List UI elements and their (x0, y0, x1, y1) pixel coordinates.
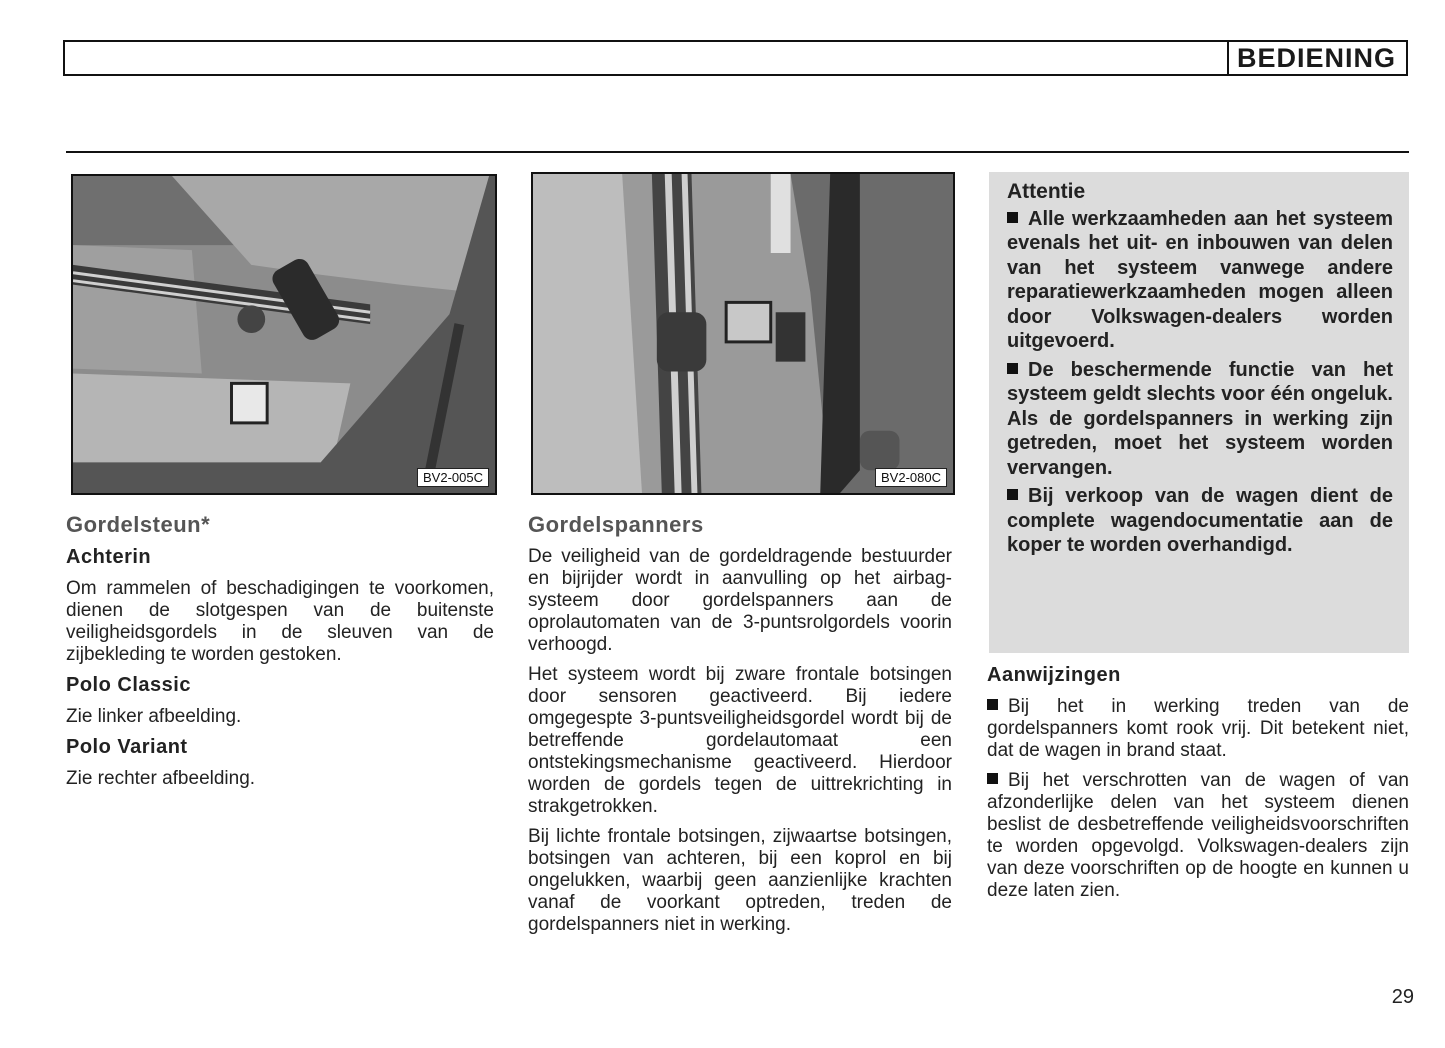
header-bar (63, 40, 1408, 76)
paragraph-text: bestuurder en bijrijder wordt in aanvulling op het airbag-systeem door gordelspanners aan de oprolautomaten van de 3-puntsrolgordels voorin verhoogd. (528, 546, 952, 655)
bold-term: gordeldragende (719, 546, 853, 567)
seatbelt-holder-photo-icon (73, 176, 495, 493)
column-gordelspanners (528, 514, 952, 944)
bullet-icon (987, 699, 998, 710)
note-item: Bij het verschrotten van de wagen of van afzonderlijke delen van het systeem dienen beslist de desbetreffende veiligheidsvoorschriften te worden opgevolgd. Volkswagen-dealers zijn van deze voorschriften op de hoogte en kunnen u deze laten zien. (987, 770, 1409, 901)
bullet-icon (1007, 212, 1018, 223)
horizontal-rule (66, 151, 1409, 153)
column-aanwijzingen (987, 664, 1409, 910)
subheading-polo-variant: Polo Variant (66, 736, 188, 758)
column-gordelsteun (66, 514, 494, 798)
figure-seatbelt-tensioner (531, 172, 955, 495)
figure-seatbelt-holder (71, 174, 497, 495)
attention-item: De beschermende functie van het systeem geldt slechts voor één ongeluk. Als de gordelspanners in werking zijn getreden, moet het systeem worden vervangen. (1007, 358, 1393, 479)
bullet-icon (987, 773, 998, 784)
bullet-icon (1007, 363, 1018, 374)
figure-code-label: BV2-080C (875, 468, 947, 487)
page-number: 29 (1391, 986, 1414, 1008)
attention-item: Bij verkoop van de wagen dient de complete wagendocumentatie aan de koper te worden overhandigd. (1007, 485, 1393, 556)
section-title: BEDIENING (1227, 42, 1404, 74)
attention-item: Alle werkzaamheden aan het systeem evenals het uit- en inbouwen van delen van het systeem vanwege andere reparatiewerkzaamheden mogen alleen door Volkswagen-dealers worden uitgevoerd. (1007, 207, 1393, 352)
heading-gordelspanners: Gordelspanners (528, 512, 704, 537)
paragraph-gordelspanners-3: Bij lichte frontale botsingen, zijwaartse botsingen, botsingen van achteren, bij een koprol en bij ongelukken, waarbij geen aanzienlijke krachten vanaf de voorkant optreden, treden de gordelspanners niet in werking. (528, 826, 952, 935)
figure-code-label: BV2-005C (417, 468, 489, 487)
paragraph-achterin: Om rammelen of beschadigingen te voorkomen, dienen de slotgespen van de buitenste veiligheidsgordels in de sleuven van de zijbekleding te worden gestoken. (66, 578, 494, 665)
bullet-icon (1007, 489, 1018, 500)
paragraph-gordelspanners-2: Het systeem wordt bij zware frontale botsingen door sensoren geactiveerd. Bij iedere omgegespte 3-puntsveiligheidsgordel wordt bij de betreffende gordelautomaat een ontstekingsmechanisme geactiveerd. Hierdoor worden de gordels tegen de uittrekrichting in strakgetrokken. (528, 664, 952, 817)
attention-title: Attentie (1007, 180, 1086, 203)
paragraph-polo-classic: Zie linker afbeelding. (66, 706, 242, 727)
note-item: Bij het in werking treden van de gordelspanners komt rook vrij. Dit betekent niet, dat de wagen in brand staat. (987, 696, 1409, 761)
paragraph-polo-variant: Zie rechter afbeelding. (66, 768, 256, 789)
paragraph-gordelspanners-1 (528, 546, 952, 656)
heading-gordelsteun: Gordelsteun* (66, 512, 211, 537)
heading-aanwijzingen: Aanwijzingen (987, 664, 1121, 686)
seatbelt-tensioner-photo-icon (533, 174, 953, 493)
subheading-polo-classic: Polo Classic (66, 674, 191, 696)
subheading-achterin: Achterin (66, 546, 152, 568)
paragraph-text: De veiligheid van de (528, 546, 720, 567)
attention-box (989, 172, 1409, 653)
